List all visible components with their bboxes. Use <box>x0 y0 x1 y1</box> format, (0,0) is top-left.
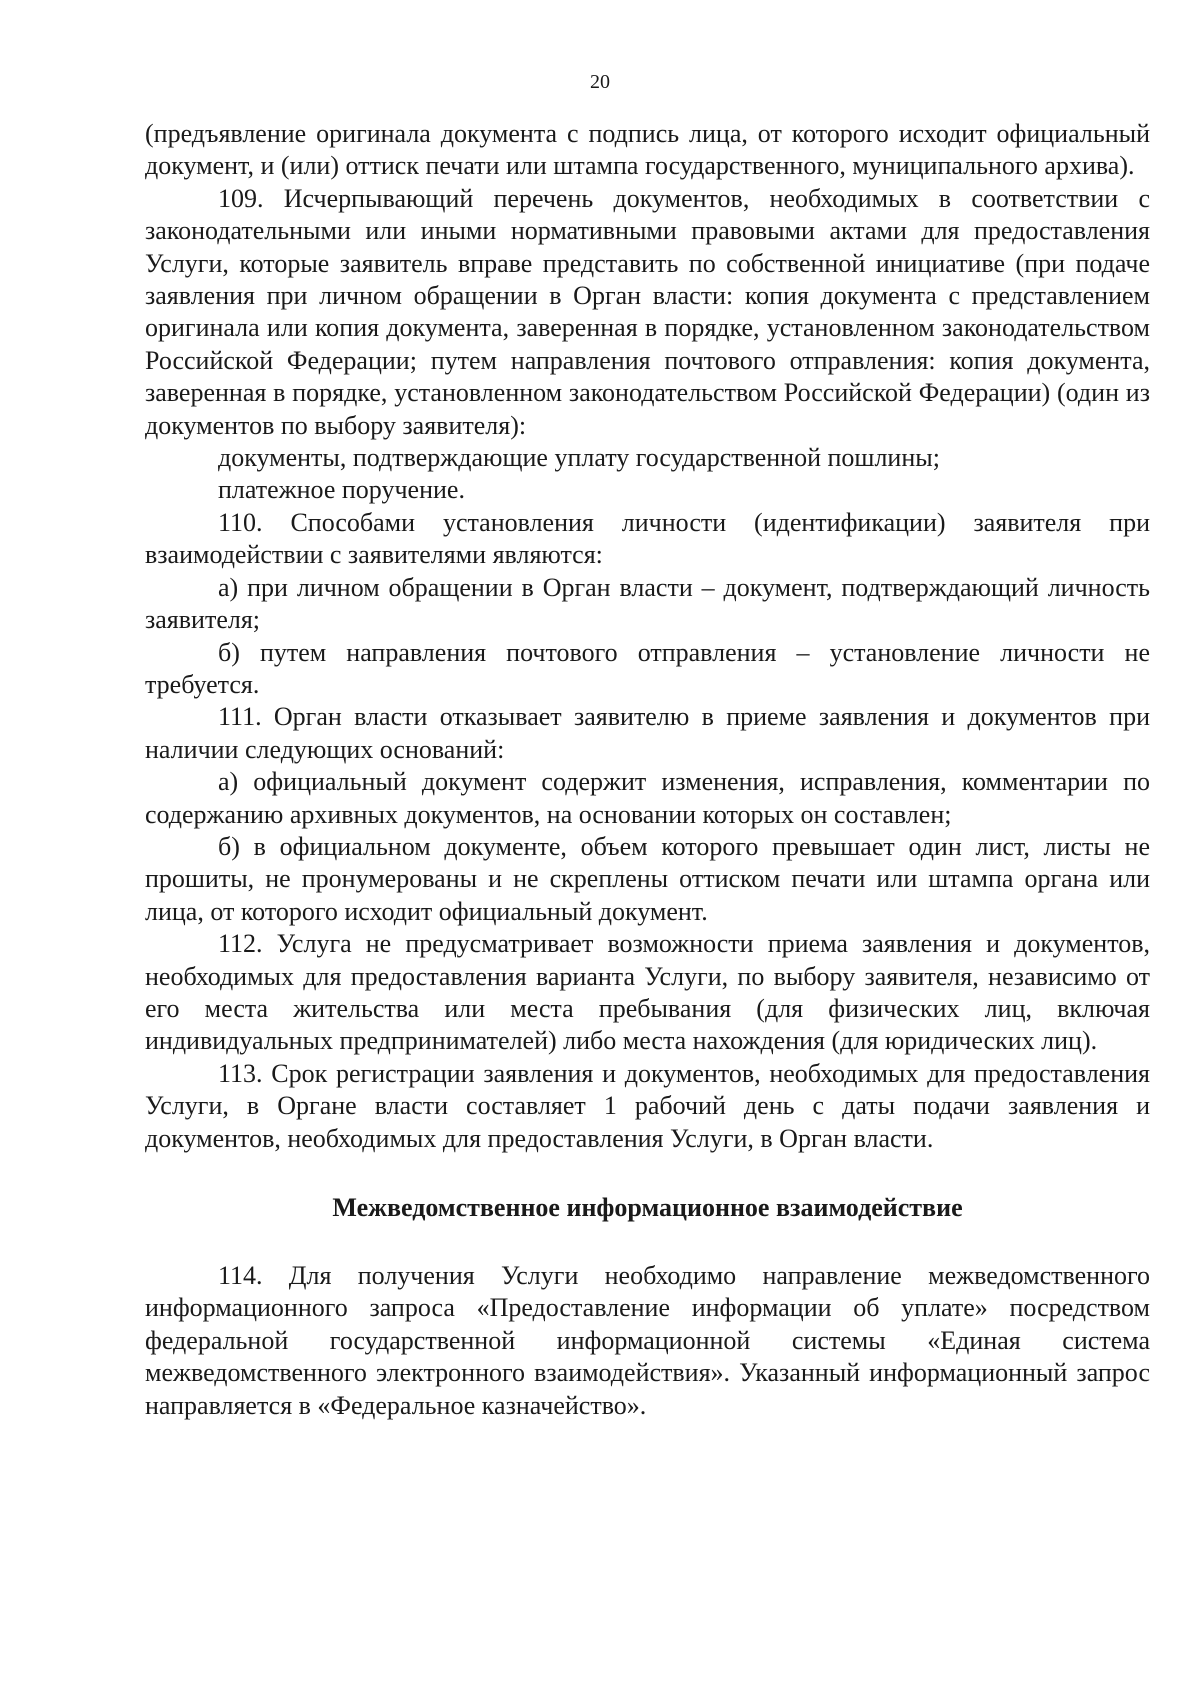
section-heading: Межведомственное информационное взаимодействие <box>332 1193 963 1222</box>
document-body <box>145 118 1150 1422</box>
paragraph-110-b: б) путем направления почтового отправления – установление личности не требуется. <box>145 637 1150 699</box>
paragraph-109: 109. Исчерпывающий перечень документов, необходимых в соответствии с законодательными или иными нормативными правовыми актами для предоставления Услуги, которые заявитель вправе представить по собственной инициативе (при подаче заявления при личном обращении в Орган власти: копия документа с представлением оригинала или копия документа, заверенная в порядке, установленном законодательством Российской Федерации; путем направления почтового отправления: копия документа, заверенная в порядке, установленном законодательством Российской Федерации) (один из документов по выбору заявителя): <box>145 183 1150 440</box>
list-item-payment-order: платежное поручение. <box>218 475 465 505</box>
paragraph-114: 114. Для получения Услуги необходимо направление межведомственного информационного запроса «Предоставление информации об уплате» посредством федеральной государственной информационной системы «Единая система межведомственного электронного взаимодействия». Указанный информационный запрос направляется в «Федеральное казначейство». <box>145 1261 1150 1420</box>
paragraph-continuation: (предъявление оригинала документа с подпись лица, от которого исходит официальный документ, и (или) оттиск печати или штампа государственного, муниципального архива). <box>145 119 1150 181</box>
paragraph-111-b: б) в официальном документе, объем которого превышает один лист, листы не прошиты, не пронумерованы и не скреплены оттиском печати или штампа органа или лица, от которого исходит официальный документ. <box>145 831 1150 926</box>
paragraph-112: 112. Услуга не предусматривает возможности приема заявления и документов, необходимых для предоставления варианта Услуги, по выбору заявителя, независимо от его места жительства или места пребывания (для физических лиц, включая индивидуальных предпринимателей) либо места нахождения (для юридических лиц). <box>145 929 1150 1056</box>
paragraph-111: 111. Орган власти отказывает заявителю в приеме заявления и документов при наличии следующих оснований: <box>145 702 1150 764</box>
page-number: 20 <box>590 71 610 93</box>
paragraph-110: 110. Способами установления личности (идентификации) заявителя при взаимодействии с заявителями являются: <box>145 507 1150 570</box>
paragraph-111-a: а) официальный документ содержит изменения, исправления, комментарии по содержанию архивных документов, на основании которых он составлен; <box>145 767 1150 829</box>
list-item-state-fee: документы, подтверждающие уплату государственной пошлины; <box>218 443 940 473</box>
paragraph-113: 113. Срок регистрации заявления и документов, необходимых для предоставления Услуги, в Органе власти составляет 1 рабочий день с даты подачи заявления и документов, необходимых для предоставления Услуги, в Орган власти. <box>145 1058 1150 1153</box>
paragraph-110-a: а) при личном обращении в Орган власти – документ, подтверждающий личность заявителя; <box>145 572 1150 635</box>
